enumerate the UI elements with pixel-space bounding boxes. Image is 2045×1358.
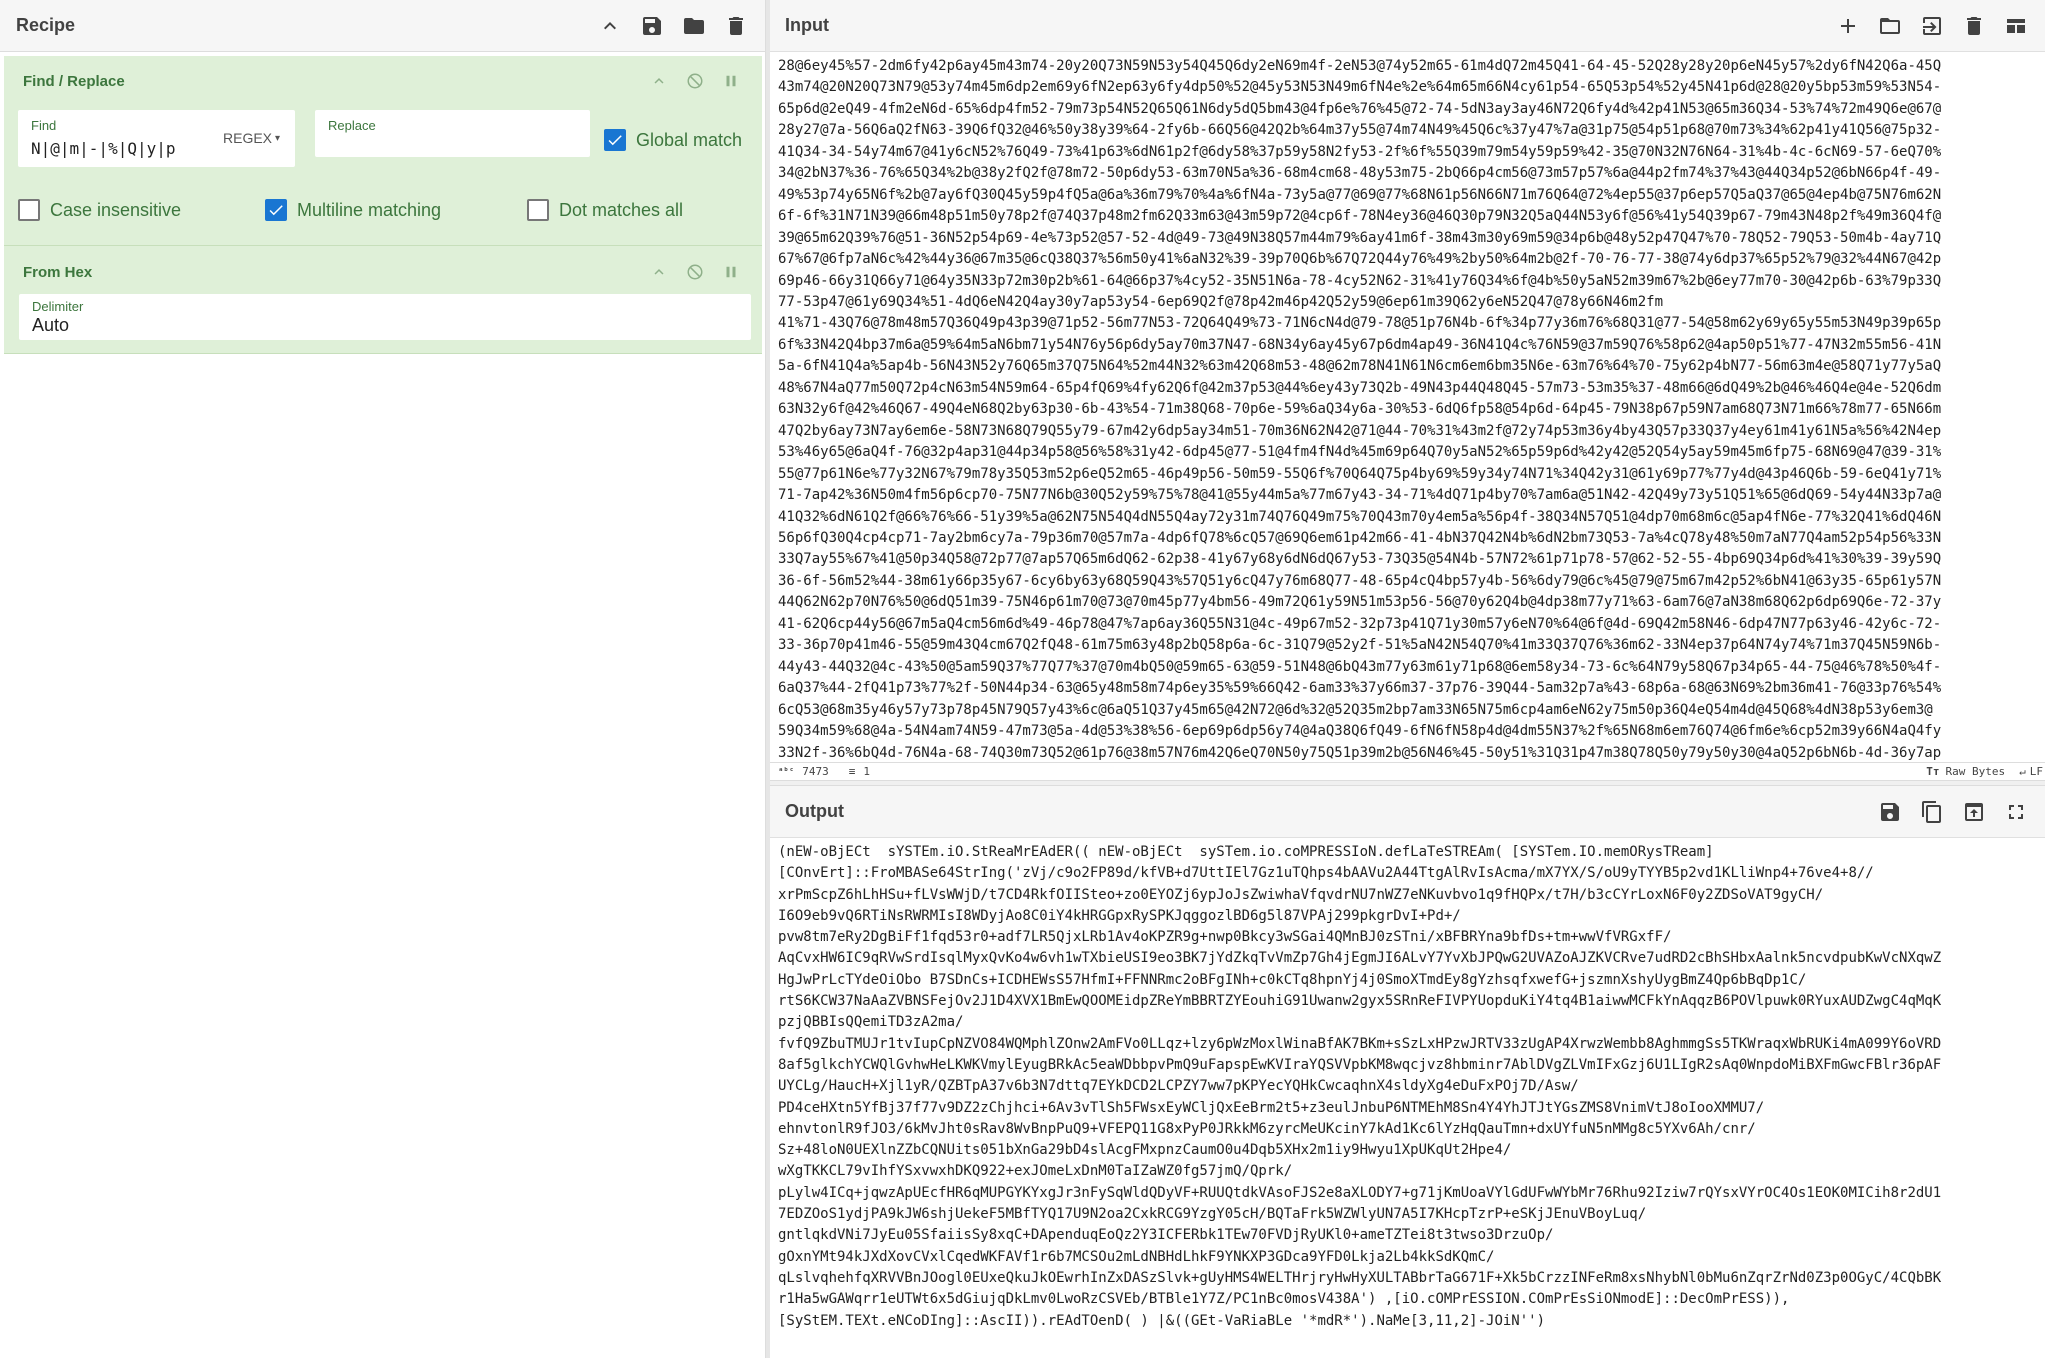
dot-all-label: Dot matches all <box>559 199 684 220</box>
find-label: Find <box>31 118 57 133</box>
input-line: 59Q34m59%68@4a-54N4am74N59-47m73@5a-4d@53%38%56-6ep69p6dp56y74@4aQ38Q6fQ49-6fN6fN58p4d@4dm55N37%2f%65N68m6em76Q74@6fm6e%6cp52m39y66N4aQ4fy <box>778 723 1942 740</box>
disable-operation-icon[interactable] <box>684 70 706 92</box>
input-line: 69p46-66y31Q66y71@64y35N33p72m30p2b%61-64@66p37%4cy52-35N51N6a-78-4cy52N62-31%41y76Q34%6f@4b%50y5aN52m39m67%2b@6ey77m70-30@42p6b-63%79p33Q <box>778 272 1942 289</box>
input-line: 6cQ53@68m35y46y57y73p78p45N79Q57y43%6c@6aQ51Q37y45m65@42N72@6d%32@52Q35m2bp7am33N65N75m6cp4am6eN62y75m50p36Q4eQ54m4d@45Q68%4dN38p53y6em3@ <box>778 701 1933 718</box>
output-line: fvfQ9ZbuTMUJr1tvIupCpNZVO84WQMphlZOnw2AmFVo0LLqz+lzy6pWzMoxlWinaBfAK7BKm+sSzLxHPzwJRTV33zUgAP4XrwzWembb8AghmmgSs5TKWraqxWbRUKi4mA099Y6oVRD <box>778 1035 1942 1052</box>
recipe-header <box>0 0 765 52</box>
line-count: 1 <box>863 765 871 778</box>
output-line: 8af5glkchYCWQlGvhwHeLKWKVmylEyugBRkAc5eaWDbbpvPmQ9uFapspEwKVIraYQSVVpbKM8wqcjvz8hbminr7AblDVgZLVmIFxGzj6U1LIgR2sAq0WnpdoMiBXFmGwcFBlr36pAF <box>778 1056 1942 1073</box>
lines-icon: ≡ <box>848 765 856 778</box>
output-line: 7EDZOoS1ydjPA9kJW6shjUekeF5MBfTYQ17U9N2oa2CxkRCG9YzgY05cH/BQTaFrk5WZWlyUN7A5I7KHcpTzrP+eSKjJEnuVBoyLuq/ <box>778 1206 1647 1223</box>
input-line: 33N2f-36%6bQ4d-76N4a-68-74Q30m73Q52@61p76@38m57N76m42Q6eQ70N50y75Q51p39m2b@56N46%45-50y51%31Q31p47m38Q78Q50y79y50y30@4aQ52p6bN6b-4d-36y7ap <box>778 744 1942 761</box>
output-title: Output <box>785 801 844 821</box>
input-line: 47Q2by6ay73N7ay6em6e-58N73N68Q79Q55y79-67m42y6dp5ay34m51-70m36N62N42@71@44-70%31%43m2f@72y74p53m36y4by43Q57p33Q37y4ey61m41y61N5a%56%42N4ep <box>778 422 1942 439</box>
output-line: [SyStEM.TEXt.eNCoDIng]::AscII)).rEAdTOenD( ) |&((GEt-VaRiaBLe '*mdR*').NaMe[3,11,2]-JOiN'') <box>778 1312 1546 1329</box>
input-line: 6f%33N42Q4bp37m6a@59%64m5aN6bm71y54N76y56p6dy5ay70m37N47-68N34y6ay45y67p6dm4ap49-36N41Q4c%76N59@37m59Q76%58p62@4ap50p51%77-47N32m55m56-41N <box>778 336 1942 353</box>
find-input[interactable]: N|@|m|-|%|Q|y|p <box>31 139 176 158</box>
encoding-selector[interactable]: Raw Bytes <box>1945 765 2006 778</box>
collapse-operation-icon[interactable] <box>648 70 670 92</box>
operation-title: From Hex <box>23 263 93 281</box>
delimiter-field[interactable] <box>19 294 751 340</box>
eol-selector[interactable]: LF <box>2029 765 2043 778</box>
input-line: 41%71-43Q76@78m48m57Q36Q49p43p39@71p52-56m77N53-72Q64Q49%73-71N6cN4d@79-78@51p76N4b-6f%34p77y36m76%68Q31@77-54@58m62y69y65y55m53N49p39p65p <box>778 315 1942 332</box>
input-line: 41Q34-34-54y74m67@41y6cN52%76Q49-73%41p63%6dN61p2f@6dy58%37p59y58N2fy53-2f%6f%55Q39m79m54y59p59%42-35@70N32N76N64-31%4b-4c-6cN69-57-6eQ70% <box>778 143 1942 160</box>
input-line: 65p6d@2eQ49-4fm2eN6d-65%6dp4fm52-79m73p54N52Q65Q61N6dy5dQ5bm43@4fp6e%76%45@72-74-5dN3ay3ay46N72Q6fy4d%42p41N53@65m36Q34-53%74%72m49Q6e@67@ <box>778 100 1942 117</box>
copy-output-icon[interactable] <box>1919 799 1945 825</box>
dot-all-checkbox[interactable] <box>527 199 683 221</box>
input-line: 33Q7ay55%67%41@50p34Q58@72p77@7ap57Q65m6dQ62-62p38-41y67y68y6dN6dQ67y53-73Q35@54N4b-57N72%61p71p78-57@62-52-55-4bp69Q34p6d%41%30%39-39y59Q <box>778 551 1942 568</box>
input-line: 34@2bN37%36-76%65Q34%2b@38y2fQ2f@78m72-50p6dy53-63m70N5a%36-68m4cm68-48y53m75-2bQ66p4cm56@73m57p57%6a@44p2fm74%37%43@44Q34p52@6bN66p4f-49- <box>778 165 1942 182</box>
input-line: 36-6f-56m52%44-38m61y66p35y67-6cy6by63y68Q59Q43%57Q51y6cQ47y76m68Q77-48-65p4cQ4bp57y4b-56%6dy79@6c%45@79@75m67m42p52%6bN41@63y35-65p61y57N <box>778 572 1942 589</box>
open-file-icon[interactable] <box>1919 13 1945 39</box>
input-line: 71-7ap42%36N50m4fm56p6cp70-75N77N6b@30Q52y59%75%78@41@55y44m5a%77m67y43-34-71%4dQ71p4by70%7am6a@51N42-42Q49y73y51Q51%65@6dQ69-54y44N33p7a@ <box>778 487 1942 504</box>
open-folder-icon[interactable] <box>1877 13 1903 39</box>
input-line: 44Q62N62p70N76%50@6dQ51m39-75N46p61m70@73@70m45p77y4bm56-49m72Q61y59N51m53p56-56@70y62Q4b@4dp38m77y71%63-6am76@7aN38m68Q62p6dp69Q6e-72-37y <box>778 594 1942 611</box>
output-line: I6O9eb9vQ6RTiNsRWRMIsI8WDyjAo8C0iY4kHRGGpxRySPKJqggozlBD6g5l87VPAj299pkgrDvI+Pd+/ <box>778 907 1461 924</box>
clear-input-icon[interactable] <box>1961 13 1987 39</box>
global-match-label: Global match <box>636 129 743 150</box>
output-line: AqCvxHW6IC9qRVwSrdIsqlMyxQvKo4w6vh1wTXbieUSI9eo3BK7jYdZkqTvVmZp7Gh4jEgmJI6ALvY7YvXbJPQwG2UVAZoAJZKVCRve7udRD2cBhSHbxAalnk5ncvdpubKwVcNXqwZ <box>778 950 1942 967</box>
output-line: gOxnYMt94kJXdXovCVxlCqedWKFAVf1r6b7MCSOu2mLdNBHdLhkF9YNKXP3GDca9YFD0Lkja2Lb4kkSdKQmC/ <box>778 1248 1495 1265</box>
find-field[interactable] <box>18 110 295 167</box>
caret-down-icon: ▾ <box>275 132 281 144</box>
disable-operation-icon[interactable] <box>684 261 706 283</box>
checkbox-unchecked-icon <box>527 199 549 221</box>
output-line: wXgTKKCL79vIhfYSxvwxhDKQ922+exJOmeLxDnM0TaIZaWZ0fg57jmQ/Qprk/ <box>778 1163 1293 1180</box>
output-line: r1Ha5wGAWqrr1eUTWt6x5dGiujqDkLmv0LwoRzCSVEb/BTBle1Y7Z/PC1nBc0mosV438A') ,[iO.cOMPrESSION.COmPrEsSiONmodE]::DecOmPrESS)), <box>778 1291 1790 1308</box>
delimiter-select[interactable]: Auto <box>32 315 70 335</box>
char-count: 7473 <box>802 765 829 778</box>
delimiter-label: Delimiter <box>32 299 84 314</box>
input-line: 41-62Q6cp44y56@67m5aQ4cm56m6d%49-46p78@47%7ap6ay36Q55N31@4c-49p67m52-32p73p41Q71y30m57y6eN70%64@6f@4d-69Q42m58N46-6dp47N77p63y46-42y6c-72- <box>778 615 1942 632</box>
from-hex-operation[interactable] <box>4 246 762 354</box>
find-mode-label: REGEX <box>223 130 273 146</box>
input-line: 41Q32%6dN61Q2f@66%76%66-51y39%5a@62N75N54Q4dN55Q4ay72y31m74Q76Q49m75%70Q43m70y4em5a%56p4f-38Q34N57Q51@4dp70m68m6c@5ap4fN6e-77%32Q41%6dQ46N <box>778 508 1942 525</box>
input-line: 67%67@6fp7aN6c%42%44y36@67m35@6cQ38Q37%56m50y41%6aN32%39-39p70Q6b%67Q72Q44y76%49%2by50%64m2b@2f-70-76-77-38@74y6dp37%65p52%79@32%44N67@42p <box>778 251 1942 268</box>
maximize-output-icon[interactable] <box>2003 799 2029 825</box>
text-format-icon[interactable]: Tт <box>1926 765 1940 778</box>
input-line: 49%53p74y65N6f%2b@7ay6fQ30Q45y59p4fQ5a@6a%36m79%70%4a%6fN4a-73y5a@77@69@77%68N61p56N66N71m76Q64@72%4ep55@37p6ep57Q5aQ37@65@4ep4b@75N76m62N <box>778 186 1942 203</box>
output-line: UYCLg/HaucH+Xjl1yR/QZBTpA37v6b3N7dttq7EYkDCD2LCPZY7ww7pKPYecYQHkCwcaqhnX4sldyXg4eDuFxPOj7D/Asw/ <box>778 1078 1579 1095</box>
replace-input-with-output-icon[interactable] <box>1961 799 1987 825</box>
operation-title: Find / Replace <box>23 72 125 90</box>
output-line: Sz+48loN0UEXlnZZbCQNUits051bXnGa29bD4slAcgFMxpnzCaumO0u4Dqb5XHx2m1iy9Hwyu1XpUKqUt2Hpe4/ <box>778 1142 1512 1159</box>
replace-label: Replace <box>328 118 376 133</box>
output-textarea[interactable] <box>778 842 2040 1342</box>
replace-field[interactable] <box>315 110 590 157</box>
input-title: Input <box>785 15 829 35</box>
breakpoint-icon[interactable] <box>720 261 742 283</box>
output-line: pvw8tm7eRy2DgBiFf1fqd53r0+adf7LR5QjxLRb1Av4oKPZR9g+nwp0Bkcy3wSGai4QMnBJ0zSTni/xBFBRYna9bfDs+tm+wwVfVRGxfF/ <box>778 929 1672 946</box>
case-insensitive-label: Case insensitive <box>50 199 182 220</box>
breakpoint-icon[interactable] <box>720 70 742 92</box>
input-line: 28y27@7a-56Q6aQ2fN63-39Q6fQ32@46%50y38y39%64-2fy6b-66Q56@42Q2b%64m37y55@74m74N49%45Q6c%37y47%7a@31p75@54p51p68@70m73%34%62p41y41Q56@75p32- <box>778 122 1942 139</box>
input-line: 39@65m62Q39%76@51-36N52p54p69-4e%73p52@57-52-4d@49-73@49N38Q57m44m79%6ay41m6f-38m43m30y69m59@34p6b@48y52p47Q47%70-78Q52-79Q53-50m4b-4ay71Q <box>778 229 1942 246</box>
output-line: rtS6KCW37NaAaZVBNSFejOv2J1D4XVX1BmEwQOOMEidpZReYmBBRTZYEouhiG91Uwanw2gyx5SRnReFIVPYUopduKiY4tq4B1aiwwMCFkYnAqqzB6POVlpuwk0RYuxAUDZwgC4qMqK <box>778 993 1942 1010</box>
input-line: 56p6fQ30Q4cp4cp71-7ay2bm6cy7a-79p36m70@57m7a-4dp6fQ78%6cQ57@69Q6em61p42m66-41-4bN37Q42N4b%6dN2bm73Q53-7a%4cQ78y48%50m7aN77Q4am52p54p56%33N <box>778 529 1942 546</box>
add-tab-icon[interactable] <box>1835 13 1861 39</box>
output-line: pzjQBBIsQQemiTD3zA2ma/ <box>778 1014 964 1031</box>
input-line: 6aQ37%44-2fQ41p73%77%2f-50N44p34-63@65y48m58m74p6ey35%59%66Q42-6am33%37y66m37-37p76-39Q44-5am32p7a%43-68p6a-68@63N69%2bm36m41-76@33p76%54% <box>778 680 1942 697</box>
output-header <box>770 786 2045 838</box>
io-pane <box>770 0 2045 1358</box>
multiline-checkbox[interactable] <box>265 199 441 221</box>
load-recipe-icon[interactable] <box>681 13 707 39</box>
abc-icon: ᵃᵇᶜ <box>778 766 795 777</box>
output-line: pLylw4ICq+jqwzApUEcfHR6qMUPGYKYxgJr3nFySqWldQDyVF+RUUQtdkVAsoFJS2e8aXLODY7+g71jKmUoaVYlGdUFwWYbMr76Rhu92Iziw7rQYsxVYrOC4Os1EOK0MICih8r2dU1 <box>778 1184 1942 1201</box>
output-line: HgJwPrLcTYdeOiObo B7SDnCs+ICDHEWsS57HfmI+FFNNRmc2oBFgINh+c0kCTq8hpnYj4j0SmoXTmdEy8gYzhsqfxwefG+jszmnXshyUygBmZ4Qp6bBqDp1C/ <box>778 971 1807 988</box>
checkbox-unchecked-icon <box>18 199 40 221</box>
input-line: 63N32y6f@42%46Q67-49Q4eN68Q2by63p30-6b-43%54-71m38Q68-70p6e-59%6aQ34y6a-30%53-6dQ6fp58@54p6d-64p45-79N38p67p59N7am68Q73N71m66%78m77-65N66m <box>778 401 1942 418</box>
save-recipe-icon[interactable] <box>639 13 665 39</box>
case-insensitive-checkbox[interactable] <box>18 199 181 221</box>
input-line: 6f-6f%31N71N39@66m48p51m50y78p2f@74Q37p48m2fm62Q33m63@43m59p72@4cp6f-78N4ey36@46Q30p79N32Q5aQ44N53y6f@56%41y54Q39p67-79m43N48p2f%49m36Q4f@ <box>778 208 1942 225</box>
input-line: 5a-6fN41Q4a%5ap4b-56N43N52y76Q65m37Q75N64%52m44N32%63m42Q68m53-48@62m78N41N61N6cm6em6bm35N6e-63m76%64%70-75y62p4bN77-56m63m4e@58Q71y77y5aQ <box>778 358 1942 375</box>
input-status-bar <box>770 762 2045 780</box>
collapse-all-icon[interactable] <box>597 13 623 39</box>
checkbox-checked-icon <box>265 199 287 221</box>
input-line: 28@6ey45%57-2dm6fy42p6ay45m43m74-20y20Q73N59N53y54Q45Q6dy2eN69m4f-2eN53@74y52m65-61m4dQ72m45Q41-64-45-52Q28y28y20p6eN45y57%2dy6fN42Q6a-45Q <box>778 58 1942 74</box>
clear-recipe-icon[interactable] <box>723 13 749 39</box>
output-line: qLslvqhehfqXRVVBnJOogl0EUxeQkuJkOEwrhInZxDASzSlvk+gUyHMS4WELTHrjryHwHyXULTABbrTaG671F+Xk5bCrzzINFeRm8xsNhybNl0bMu6nZqrZrNd0Z3p0OGyC/4CQbBK <box>778 1269 1942 1286</box>
reset-layout-icon[interactable] <box>2003 13 2029 39</box>
input-line: 77-53p47@61y69Q34%51-4dQ6eN42Q4ay30y7ap53y54-6ep69Q2f@78p42m46p42Q52y59@6ep61m39Q62y6eN52Q47@78y66N46m2fm <box>778 293 1664 310</box>
eol-icon: ↵ <box>2019 765 2026 778</box>
recipe-pane <box>0 0 766 1358</box>
save-output-icon[interactable] <box>1877 799 1903 825</box>
input-line: 43m74@20N20Q73N79@53y74m45m6dp2em69y6fN2ep63y6fy4dp50%52@45y53N53N49m6fN4e%2e%64m65m66N4cy61p54-65Q53p54%52y45N41p6d@28@20y5bp53m59%53N54- <box>778 79 1942 96</box>
find-mode-dropdown[interactable] <box>223 130 280 146</box>
find-replace-operation[interactable] <box>4 56 762 246</box>
output-line: xrPmScpZ6hLhHSu+fLVsWWjD/t7CD4RkfOIISteo+zo0EYOZj6ypJoJsZwiwhaVfqvdrNU7nWZ7eNKuvbvo1q9fHQPx/t7H/b3cCYrLoxN6F0y2ZDSoVAT9gyCH/ <box>778 886 1824 903</box>
output-line: [COnvErt]::FroMBASe64StrIng('zVj/c9o2FP89d/kfVB+d7UttIEl7Gz1uTQhps4bAAVu2A44TtgAlRvIsAcma/mX7YX/S/oU9yTYYB5p2vd1KLliWnp4+76ve4+8// <box>778 865 1874 882</box>
collapse-operation-icon[interactable] <box>648 261 670 283</box>
output-line: PD4ceHXtn5YfBj37f77v9DZ2zChjhci+6Av3vTlSh5FWsxEyWCljQxEeBrm2t5+z3eulJnbuP6NTMEhM8Sn4Y4YhJTJtYGsZMS8VnimVtJ8oIooXMMU7/ <box>778 1099 1765 1116</box>
input-textarea[interactable] <box>778 56 2038 762</box>
input-line: 48%67N4aQ77m50Q72p4cN63m54N59m64-65p4fQ69%4fy62Q6f@42m37p53@44%6ey43y73Q2b-49N43p44Q48Q45-57m73-53m35%37-48m66@6dQ49%2b@46%46Q4e@4e-52Q6dm <box>778 379 1942 396</box>
recipe-title: Recipe <box>16 15 76 35</box>
input-line: 53%46y65@6aQ4f-76@32p4ap31@44p34p58@56%58%31y42-6dp45@77-51@4fm4fN4d%45m69p64Q70y5aN52%65p59p6d%42y42@52Q54y5ay59m45m6fp75-68N69@47@39-31% <box>778 444 1942 461</box>
input-line: 44y43-44Q32@4c-43%50@5am59Q37%77Q77%37@70m4bQ50@59m65-63@59-51N48@6bQ43m77y63m61y71p68@6em58y34-73-6c%64N79y58Q67p34p65-44-75@46%78%50%4f- <box>778 658 1942 675</box>
checkbox-checked-icon <box>604 129 626 151</box>
input-line: 55@77p61N6e%77y32N67%79m78y35Q53m52p6eQ52m65-46p49p56-50m59-55Q6f%70Q64Q75p4by69%59y34y74N71%34Q42y31@61y69p77%77y4d@43p46Q6b-59-6eQ41y71% <box>778 465 1942 482</box>
output-line: gntlqkdVNi7JyEu05SfaiisSy8xqC+DApenduqEoQz2Y3ICFERbk1TEw70FVDjRyUKl0+ameTZTei8t3twso3DrzuOp/ <box>778 1227 1554 1244</box>
input-header <box>770 0 2045 52</box>
output-line: ehnvtonlR9fJO3/6kMvJht0sRav8WvBnpPuQ9+VFEPQ11G8xPyP0JRkkM6zyrcMeUKcinY7kAd1Kc6lYzHqQauTmn+dxUYfuN5nMMg8c5YXv6Ah/cnr/ <box>778 1120 1756 1137</box>
output-line: (nEW-oBjECt sYSTEm.iO.StReaMrEAdER(( nEW-oBjECt sySTem.io.coMPRESSIoN.defLaTeSTREAm( [SYSTem.IO.memORysTReam] <box>778 844 1714 860</box>
global-match-checkbox[interactable] <box>604 129 742 151</box>
input-line: 33-36p70p41m46-55@59m43Q4cm67Q2fQ48-61m75m63y48p2bQ58p6a-6c-31Q79@52y2f-51%5aN42N54Q70%41m33Q37Q76%36m62-33N4ep37p64N74y74%71m37Q45N59N6b- <box>778 637 1942 654</box>
multiline-label: Multiline matching <box>297 199 442 220</box>
